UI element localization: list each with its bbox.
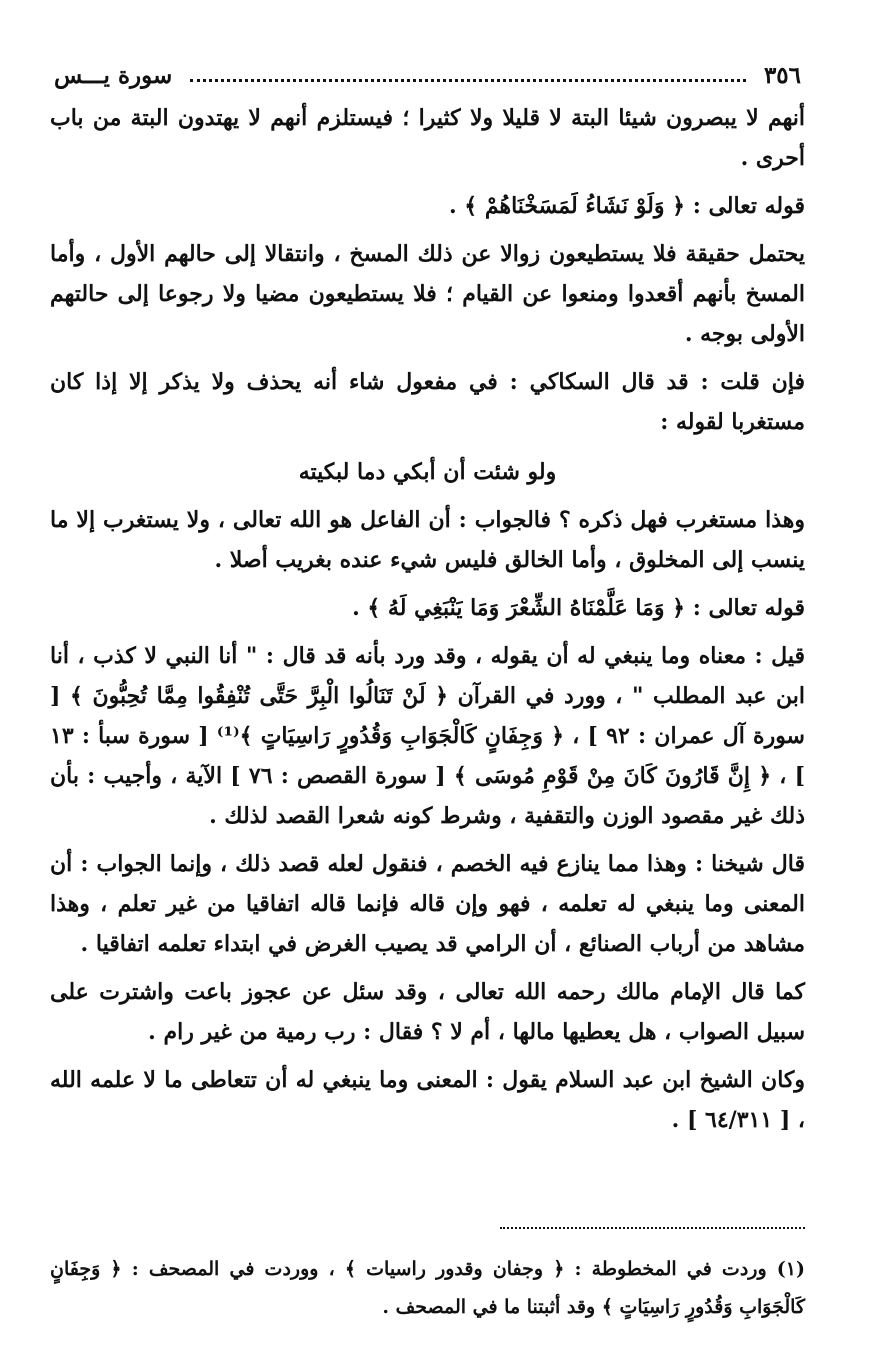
paragraph: قيل : معناه وما ينبغي له أن يقوله ، وقد ورد بأنه قد قال : " أنا النبي لا كذب ، أنا ابن عبد المطلب " ، وورد في القرآن ﴿ لَنْ تَنَالُوا الْبِرَّ حَتَّى تُنْفِقُوا مِمَّا تُحِبُّونَ ﴾ [ سورة آل عمران : ٩٢ ] ، ﴿ وَجِفَانٍ كَالْجَوَابِ وَقُدُورٍ رَاسِيَاتٍ ﴾⁽¹⁾ [ سورة سبأ : ١٣ ] ، ﴿ إِنَّ قَارُونَ كَانَ مِنْ قَوْمِ مُوسَى ﴾ [ سورة القصص : ٧٦ ] الآية ، وأجيب : بأن ذلك غير مقصود الوزن والتقفية ، وشرط كونه شعرا القصد لذلك . [50,643,805,829]
footnote-text: (١) وردت في المخطوطة : ﴿ وجفان وقدور راسيات ﴾ ، ووردت في المصحف : ﴿ وَجِفَانٍ كَالْجَوَابِ وَقُدُورٍ رَاسِيَاتٍ ﴾ وقد أثبتنا ما في المصحف . [50,1258,805,1318]
footnote [50,1250,805,1326]
paragraph: فإن قلت : قد قال السكاكي : في مفعول شاء أنه يحذف ولا يذكر إلا إذا كان مستغربا لقوله : [50,369,805,435]
paragraph: قوله تعالى : ﴿ وَلَوْ نَشَاءُ لَمَسَخْنَاهُمْ ﴾ . [448,193,805,219]
poetry-verse: ولو شئت أن أبكي دما لبكيته [298,459,557,485]
surah-title: سورة يـــس [54,61,173,89]
paragraph: وكان الشيخ ابن عبد السلام يقول : المعنى وما ينبغي له أن تتعاطى ما لا علمه الله ، [ ٦٤/٣١١ ] . [50,1067,805,1133]
page-number: ٣٥٦ [763,61,801,89]
main-text [50,98,805,1148]
paragraph: وهذا مستغرب فهل ذكره ؟ فالجواب : أن الفاعل هو الله تعالى ، ولا يستغرب إلا ما ينسب إلى المخلوق ، وأما الخالق فليس شيء عنده بغريب أصلا . [50,507,805,573]
paragraph: قال شيخنا : وهذا مما ينازع فيه الخصم ، فنقول لعله قصد ذلك ، وإنما الجواب : أن المعنى وما ينبغي له تعلمه ، فهو وإن قاله فإنما قاله اتفاقيا من غير تعلم ، وهذا مشاهد من أرباب الصنائع ، أن الرامي قد يصيب الغرض في ابتداء تعلمه اتفاقيا . [50,851,805,957]
paragraph: يحتمل حقيقة فلا يستطيعون زوالا عن ذلك المسخ ، وانتقالا إلى حالهم الأول ، وأما المسخ بأنهم أقعدوا ومنعوا عن القيام ؛ فلا يستطيعون مضيا ولا رجوعا إلى حالتهم الأولى بوجه . [50,241,805,347]
running-header [54,58,801,92]
footnote-separator [500,1227,805,1229]
paragraph: قوله تعالى : ﴿ وَمَا عَلَّمْنَاهُ الشِّعْرَ وَمَا يَنْبَغِي لَهُ ﴾ . [352,595,805,621]
paragraph: أنهم لا يبصرون شيئا البتة لا قليلا ولا كثيرا ؛ فيستلزم أنهم لا يهتدون البتة من باب أحرى . [50,105,805,171]
header-dotted-rule [190,79,746,82]
paragraph: كما قال الإمام مالك رحمه الله تعالى ، وقد سئل عن عجوز باعت واشترت على سبيل الصواب ، هل يعطيها مالها ، أم لا ؟ فقال : رب رمية من غير رام . [50,979,805,1045]
